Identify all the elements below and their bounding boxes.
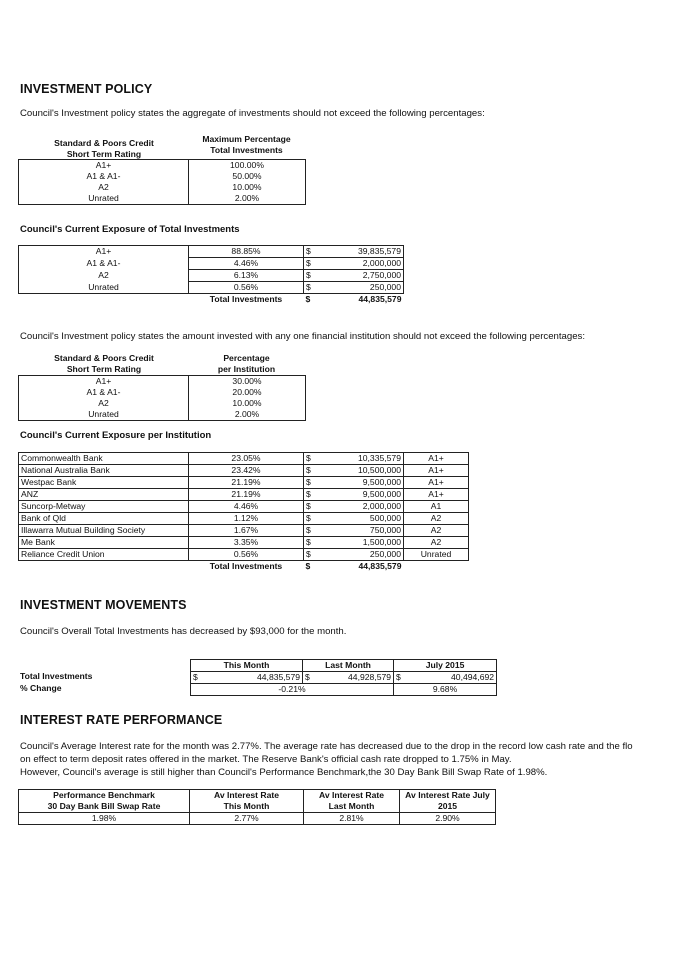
table-row: Westpac Bank 21.19% $ 9,500,000 A1+ — [19, 477, 469, 489]
table-row: ANZ 21.19% $ 9,500,000 A1+ — [19, 489, 469, 501]
exposure-total-table — [18, 245, 404, 305]
investment-policy-heading: INVESTMENT POLICY — [20, 82, 153, 96]
investment-policy-intro: Council's Investment policy states the aggregate of investments should not exceed the following percentages: — [20, 108, 485, 119]
table-row: A1+ 88.85% $ 39,835,579 — [19, 246, 404, 258]
table-row: $ 44,835,579 $ 44,928,579 $ 40,494,692 — [191, 672, 497, 684]
interest-rate-table — [18, 789, 496, 825]
percent-change-label: % Change — [20, 683, 62, 693]
institution-policy-intro: Council's Investment policy states the amount invested with any one financial institution should not exceed the following percentages: — [20, 331, 585, 342]
interest-paragraph-line-3: However, Council's average is still higher than Council's Performance Benchmark,the 30 Day Bank Bill Swap Rate of 1.98%. — [20, 767, 548, 778]
table-row: 1.98% 2.77% 2.81% 2.90% — [19, 813, 496, 825]
policy-limits-table — [18, 159, 306, 205]
rating-column-header: Standard & Poors Credit Short Term Rating — [54, 138, 154, 159]
table-row: -0.21% 9.68% — [191, 684, 497, 696]
table-row: A2 10.00% — [19, 182, 306, 193]
table-row: A2 6.13% $ 2,750,000 — [19, 270, 404, 282]
table-row: A1 & A1- 4.46% $ 2,000,000 — [19, 258, 404, 270]
per-institution-column-header: Percentage per Institution — [217, 353, 276, 374]
table-row: A1 & A1- 50.00% — [19, 171, 306, 182]
movements-table — [190, 659, 497, 696]
table-row: Unrated 2.00% — [19, 409, 306, 421]
table-row: Reliance Credit Union 0.56% $ 250,000 Unrated — [19, 549, 469, 561]
table-row: Me Bank 3.35% $ 1,500,000 A2 — [19, 537, 469, 549]
table-row: National Australia Bank 23.42% $ 10,500,000 A1+ — [19, 465, 469, 477]
investment-movements-heading: INVESTMENT MOVEMENTS — [20, 598, 187, 612]
total-row: Total Investments $ 44,835,579 — [209, 294, 402, 304]
exposure-total-heading: Council's Current Exposure of Total Investments — [20, 224, 240, 235]
table-row: Commonwealth Bank 23.05% $ 10,335,579 A1+ — [19, 453, 469, 465]
interest-rate-heading: INTEREST RATE PERFORMANCE — [20, 713, 223, 727]
table-row: Illawarra Mutual Building Society 1.67% $ 750,000 A2 — [19, 525, 469, 537]
table-row: Unrated 0.56% $ 250,000 — [19, 282, 404, 294]
table-row: A2 10.00% — [19, 398, 306, 409]
rating-column-header: Standard & Poors Credit Short Term Rating — [54, 353, 154, 374]
table-row: A1+ 30.00% — [19, 376, 306, 388]
max-percentage-column-header: Maximum Percentage Total Investments — [202, 134, 291, 155]
table-row: Bank of Qld 1.12% $ 500,000 A2 — [19, 513, 469, 525]
investment-movements-intro: Council's Overall Total Investments has decreased by $93,000 for the month. — [20, 626, 347, 637]
exposure-institution-heading: Council's Current Exposure per Institution — [20, 430, 212, 441]
total-investments-label: Total Investments — [20, 671, 93, 681]
table-row: Performance Benchmark Av Interest Rate Av Interest Rate Av Interest Rate July — [19, 790, 496, 802]
table-row: A1+ 100.00% — [19, 160, 306, 172]
table-row: Suncorp-Metway 4.46% $ 2,000,000 A1 — [19, 501, 469, 513]
total-row: Total Investments $ 44,835,579 — [209, 561, 402, 571]
exposure-institution-table — [18, 452, 469, 572]
institution-limits-table — [18, 375, 306, 421]
interest-paragraph-line-2: on effect to term deposit rates offered in the market. The Reserve Bank's official cash rate dropped to 1.75% in May. — [20, 754, 512, 765]
table-row: This Month Last Month July 2015 — [191, 660, 497, 672]
interest-paragraph-line-1: Council's Average Interest rate for the month was 2.77%. The average rate has decreased due to the drop in the record low cash rate and the flo — [20, 741, 633, 752]
table-row: 30 Day Bank Bill Swap Rate This Month Last Month 2015 — [19, 801, 496, 813]
table-row: Unrated 2.00% — [19, 193, 306, 205]
table-row: A1 & A1- 20.00% — [19, 387, 306, 398]
